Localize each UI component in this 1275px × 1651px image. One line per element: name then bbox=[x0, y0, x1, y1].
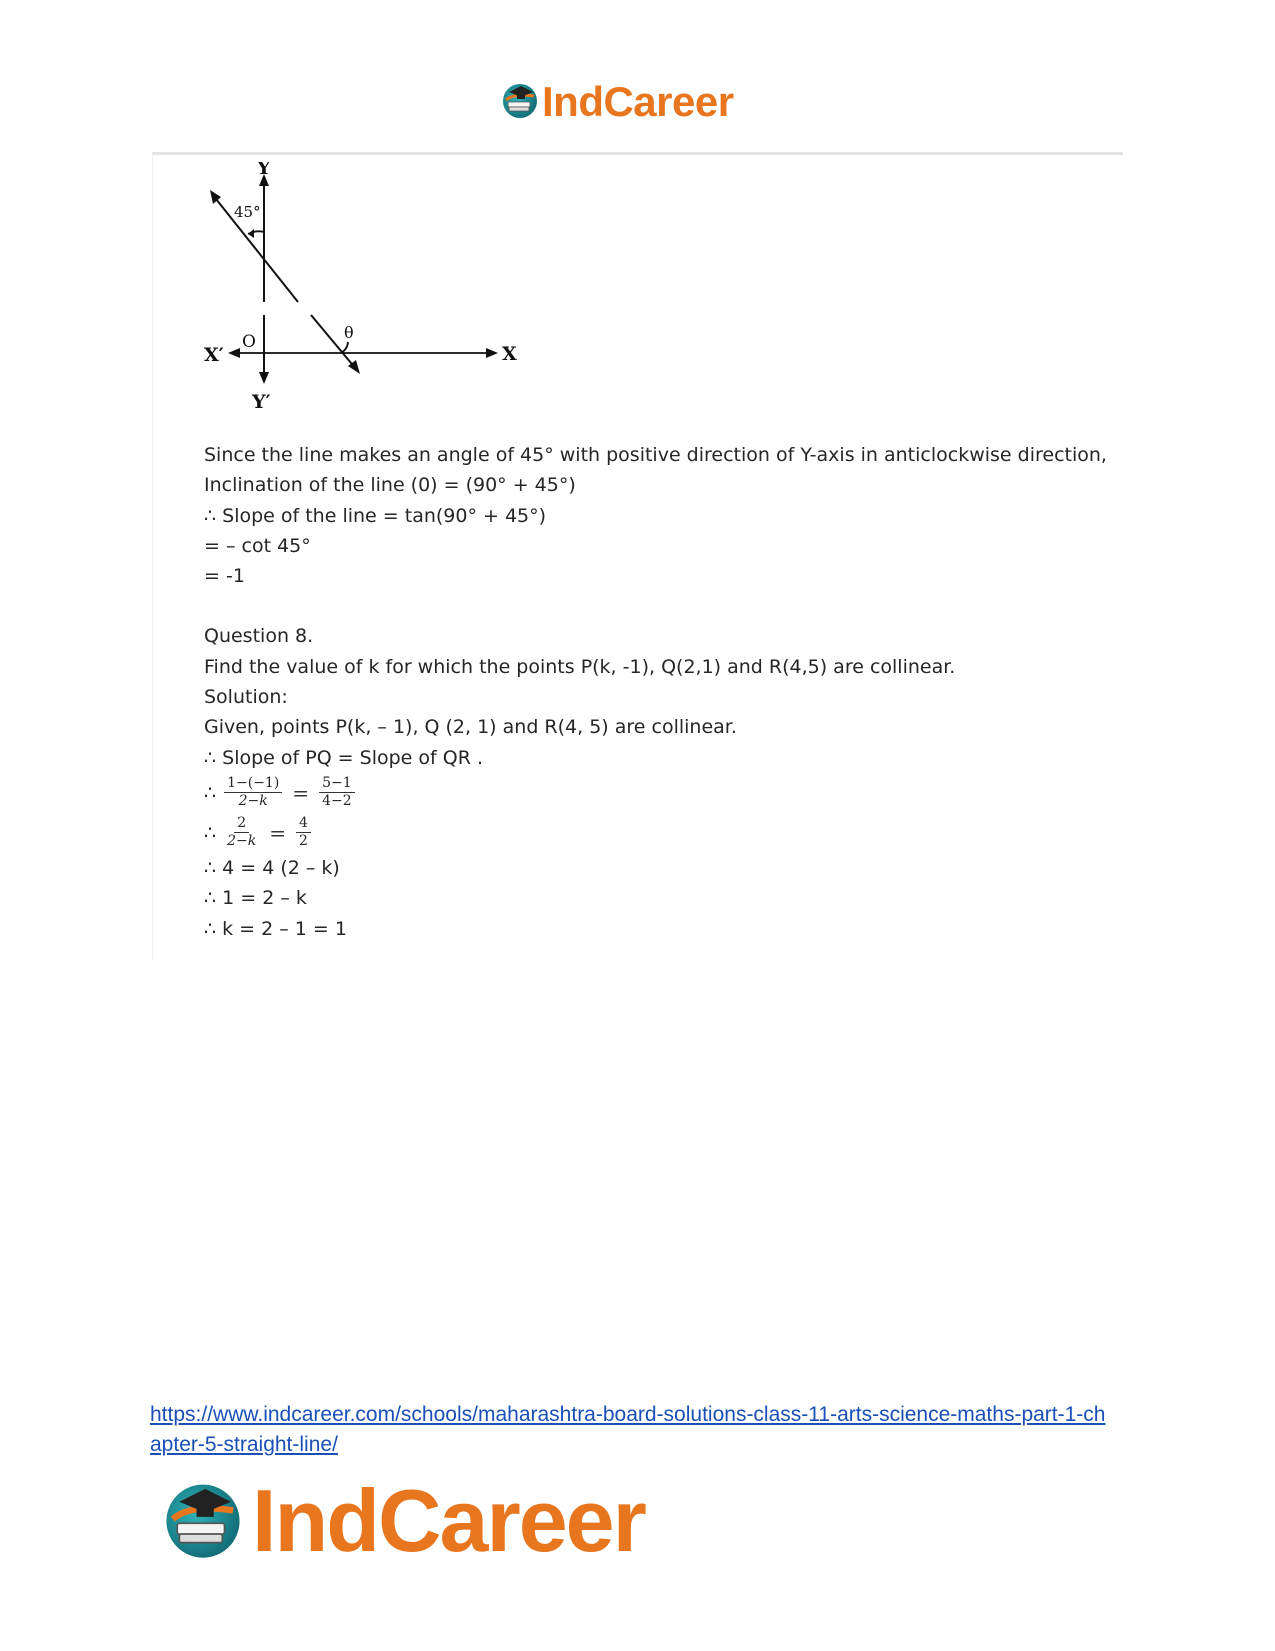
solution-label: Solution: bbox=[204, 686, 288, 709]
question-text: Find the value of k for which the points P(k, -1), Q(2,1) and R(4,5) are collinear. bbox=[204, 655, 956, 678]
angle-45-label: 45° bbox=[234, 203, 261, 221]
logo-text: IndCareer bbox=[542, 78, 734, 125]
solution7-line-3: ∴ Slope of the line = tan(90° + 45°) bbox=[204, 504, 547, 527]
globe-graduation-cap-icon bbox=[160, 1476, 246, 1566]
given-statement: Given, points P(k, – 1), Q (2, 1) and R(4, 5) are collinear. bbox=[204, 716, 737, 739]
angle-diagram bbox=[198, 162, 538, 426]
step-1: ∴ 4 = 4 (2 – k) bbox=[204, 856, 340, 879]
frac1-right-denominator: 4−2 bbox=[322, 793, 352, 810]
solution7-line-2: Inclination of the line (0) = (90° + 45°) bbox=[204, 474, 576, 497]
fraction-equation-1: ∴ $\frac{1-(-1)}{2-k}$ = $\frac{5-1}{4-2}$ bbox=[204, 773, 1107, 813]
solution7-line-1: Since the line makes an angle of 45° with positive direction of Y-axis in anticlockwise direction, bbox=[204, 444, 1107, 466]
theta-label: θ bbox=[344, 323, 354, 342]
globe-graduation-cap-icon bbox=[500, 80, 540, 124]
y-prime-axis-label: Y′ bbox=[252, 391, 271, 413]
frac2-right-denominator: 2 bbox=[298, 833, 308, 850]
step-3: ∴ k = 2 – 1 = 1 bbox=[204, 917, 347, 940]
frac1-right-numerator: 5−1 bbox=[319, 775, 355, 793]
frac2-numerator: 2 bbox=[234, 815, 249, 833]
origin-label: O bbox=[242, 332, 256, 352]
x-prime-axis-label: X′ bbox=[204, 344, 224, 366]
source-url-link[interactable]: https://www.indcareer.com/schools/maharashtra-board-solutions-class-11-arts-science-maths-part-1-chapter-5-straight-line/ bbox=[150, 1403, 1106, 1456]
solution7-line-5: = -1 bbox=[204, 565, 245, 588]
fraction-equation-2: ∴ $\frac{2}{2-k}$ = $\frac{4}{2}$ bbox=[204, 813, 1107, 853]
header-logo bbox=[500, 78, 734, 126]
frac2-right-numerator: 4 bbox=[296, 815, 311, 833]
solution7-line-4: = – cot 45° bbox=[204, 534, 311, 557]
step-2: ∴ 1 = 2 – k bbox=[204, 887, 307, 910]
slope-statement: ∴ Slope of PQ = Slope of QR . bbox=[204, 746, 483, 769]
frac2-denominator: 2−k bbox=[227, 833, 257, 850]
footer-logo-text: IndCareer bbox=[252, 1471, 645, 1570]
frac1-denominator: 2−k bbox=[238, 793, 268, 810]
y-axis-label: Y bbox=[257, 162, 271, 179]
frac1-numerator: 1−(−1) bbox=[224, 775, 282, 793]
footer-logo bbox=[160, 1470, 645, 1572]
question-title: Question 8. bbox=[204, 625, 314, 648]
x-axis-label: X bbox=[502, 343, 517, 365]
solution-text bbox=[204, 440, 1107, 944]
